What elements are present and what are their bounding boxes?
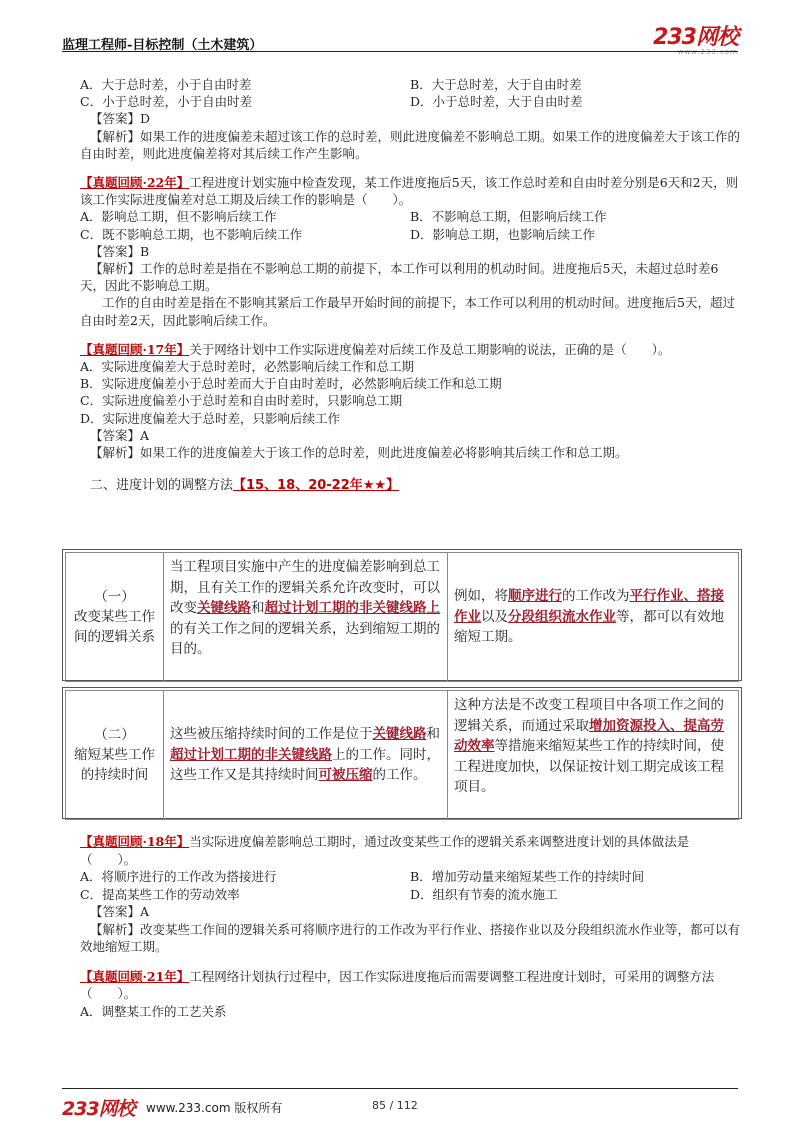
keyword: 可被压缩 [318, 767, 373, 784]
document-title: 监理工程师-目标控制（土木建筑） [62, 38, 263, 53]
question-stem: 关于网络计划中工作实际进度偏差对后续工作及总工期影响的说法，正确的是（ ）。 [189, 341, 671, 357]
question-tag: 【真题回顾·22年】 [80, 175, 190, 191]
option-b: B．大于总时差，大于自由时差 [410, 77, 582, 92]
keyword: 平行作业、搭接作业 [454, 588, 724, 625]
method-explanation: 这种方法是不改变工程项目中各项工作之间的逻辑关系，而通过采取增加资源投入、提高劳动效率等措施来缩短某些工作的持续时间，使工程进度加快，以保证按计划工期完成该工程项目。 [454, 697, 724, 795]
option-c: C．既不影响总工期，也不影响后续工作 [80, 226, 303, 242]
option-c: C．实际进度偏差小于总时差和自由时差时，只影响总工期 [80, 393, 403, 409]
footer-logo: 233网校 [62, 1098, 135, 1120]
answer: 【答案】D [90, 111, 151, 127]
option-d: D．小于总时差，大于自由时差 [410, 94, 583, 110]
method-name-line1: 改变某些工作 [74, 609, 155, 625]
method-number: （二） [94, 727, 135, 743]
method-description: 这些被压缩持续时间的工作是位于关键线路和超过计划工期的非关键线路上的工作。同时，这些工作又是其持续时间可被压缩的工作。 [164, 691, 448, 819]
keyword: 顺序进行 [508, 588, 562, 605]
keyword: 增加资源投入、提高劳动效率 [454, 717, 724, 754]
method-name-line2: 的持续时间 [80, 767, 149, 783]
question-stem: 工程进度计划实施中检查发现，某工作进度拖后5天，该工作总时差和自由时差分别是6天和2天，则该工作实际进度偏差对总工期及后续工作的影响是（ ）。 [80, 175, 739, 208]
question-stem: 当实际进度偏差影响总工期时，通过改变某些工作的逻辑关系来调整进度计划的具体做法是（ ）。 [80, 834, 690, 867]
keyword: 超过计划工期的非关键线路上 [264, 600, 440, 616]
page-number: 85 / 112 [372, 1099, 418, 1112]
options-row [80, 208, 740, 225]
option-d: D．影响总工期，也影响后续工作 [410, 226, 596, 242]
options-row [80, 226, 740, 243]
keyword: 关键线路 [372, 726, 427, 743]
logo-brand-text: 233网校 [653, 25, 738, 50]
question-22 [80, 174, 740, 208]
keyword: 超过计划工期的非关键线路 [170, 746, 332, 763]
page-header [62, 20, 738, 56]
keyword: 分段组织流水作业 [508, 608, 616, 625]
method-heading [66, 553, 164, 681]
method-name-line1: 缩短某些工作 [74, 747, 155, 763]
section-years: 【15、18、20-22年★★】 [233, 478, 400, 494]
footer-copyright: www.233.com 版权所有 [146, 1101, 283, 1115]
question-18 [80, 833, 740, 868]
option-a: A．实际进度偏差大于总时差时，必然影响后续工作和总工期 [80, 359, 415, 375]
option-d: D．组织有节奏的流水施工 [410, 886, 558, 902]
method-box-1 [62, 549, 742, 681]
analysis: 【解析】工作的总时差是指在不影响总工期的前提下，本工作可以利用的机动时间。进度拖后5天，未超过总时差6天，因此不影响总工期。 [80, 261, 719, 294]
option-c: C．提高某些工作的劳动效率 [80, 886, 240, 902]
options-row [80, 76, 740, 93]
keyword: 关键线路 [197, 600, 251, 616]
option-c: C．小于总时差，小于自由时差 [80, 94, 253, 110]
options-row [80, 868, 740, 886]
method-box-2 [62, 687, 742, 819]
footer-divider [62, 1088, 738, 1089]
main-content [80, 76, 740, 494]
option-b: B．不影响总工期，但影响后续工作 [410, 209, 607, 225]
options-row [80, 886, 740, 904]
page-footer [62, 1094, 738, 1118]
method-description: 当工程项目实施中产生的进度偏差影响到总工期，且有关工作的逻辑关系允许改变时，可以改变关键线路和超过计划工期的非关键线路上的有关工作之间的逻辑关系，达到缩短工期的目的。 [164, 553, 448, 681]
options-row [80, 93, 740, 110]
option-a: A．影响总工期，但不影响后续工作 [80, 209, 277, 225]
option-a: A．将顺序进行的工作改为搭接进行 [80, 869, 277, 884]
answer: 【答案】A [90, 427, 150, 443]
method-name-line2: 间的逻辑关系 [74, 629, 155, 645]
method-heading [66, 691, 164, 819]
question-tag: 【真题回顾·21年】 [80, 968, 190, 984]
analysis-continued: 工作的自由时差是指在不影响其紧后工作最早开始时间的前提下，本工作可以利用的机动时间。进度拖后5天，超过自由时差2天，因此影响后续工作。 [80, 295, 735, 328]
option-d: D．实际进度偏差大于总时差，只影响后续工作 [80, 410, 341, 426]
question-stem: 工程网络计划执行过程中，因工作实际进度拖后而需要调整工程进度计划时，可采用的调整方法（ ）。 [80, 968, 715, 1001]
question-tag: 【真题回顾·18年】 [80, 834, 190, 849]
question-tag: 【真题回顾·17年】 [80, 341, 190, 357]
section-heading [80, 477, 740, 494]
answer: 【答案】A [90, 904, 150, 919]
answer: 【答案】B [90, 243, 150, 259]
option-a: A．调整某工作的工艺关系 [80, 1003, 227, 1019]
main-content-continued [80, 833, 740, 1020]
logo-url-text: www.233.com [677, 48, 738, 56]
analysis: 【解析】如果工作的进度偏差大于该工作的总时差，则此进度偏差必将影响其后续工作和总工期。 [90, 445, 628, 461]
option-b: B．增加劳动量来缩短某些工作的持续时间 [410, 869, 645, 884]
section-title: 二、进度计划的调整方法 [90, 478, 234, 494]
method-example: 例如，将顺序进行的工作改为平行作业、搭接作业以及分段组织流水作业等，都可以有效地缩短工期。 [454, 588, 724, 646]
question-21 [80, 968, 740, 1003]
analysis: 【解析】改变某些工作间的逻辑关系可将顺序进行的工作改为平行作业、搭接作业以及分段组织流水作业等，都可以有效地缩短工期。 [80, 921, 741, 954]
option-a: A．大于总时差，小于自由时差 [80, 77, 252, 92]
question-17 [80, 341, 740, 358]
header-divider [62, 51, 738, 52]
option-b: B．实际进度偏差小于总时差而大于自由时差时，必然影响后续工作和总工期 [80, 376, 502, 392]
method-number: （一） [94, 589, 135, 605]
analysis: 【解析】如果工作的进度偏差未超过该工作的总时差，则此进度偏差不影响总工期。如果工作的进度偏差大于该工作的自由时差，则此进度偏差将对其后续工作产生影响。 [80, 128, 741, 161]
